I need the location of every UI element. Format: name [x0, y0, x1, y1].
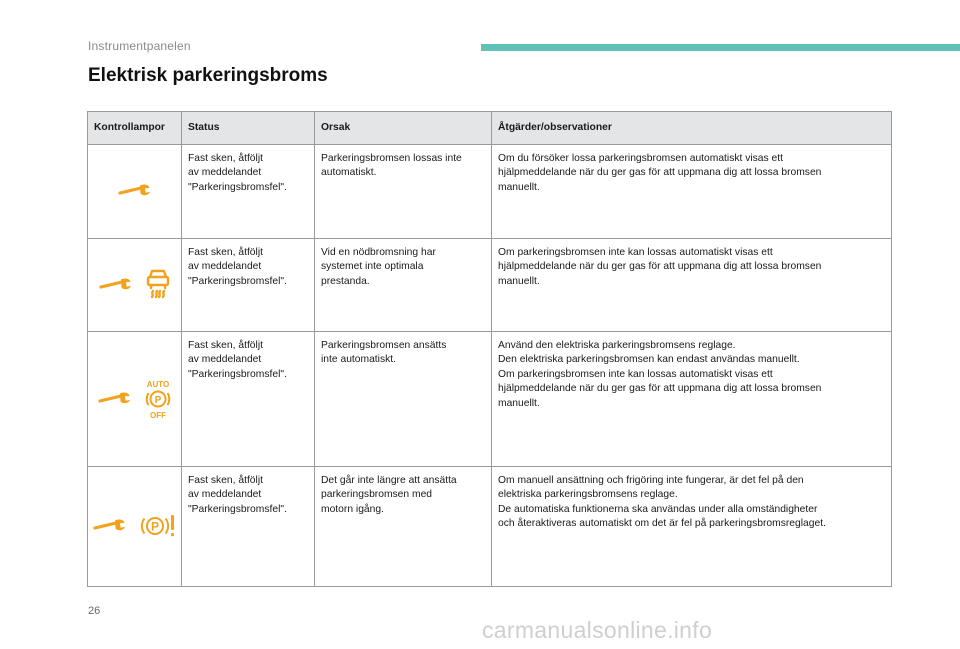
- table-row: [88, 238, 892, 331]
- lamp-cell: [88, 466, 182, 586]
- auto-p-off-icon: [144, 379, 172, 419]
- action-cell: [492, 238, 892, 331]
- action-line: Om parkeringsbromsen inte kan lossas automatiskt visas ett: [498, 246, 773, 258]
- action-cell: [492, 331, 892, 466]
- status-line: av meddelandet: [188, 354, 262, 365]
- action-line: Om manuell ansättning och frigöring inte fungerar, är det fel på den: [498, 474, 804, 486]
- cause-line: inte automatiskt.: [321, 354, 396, 365]
- p-label: P: [154, 394, 161, 406]
- action-line: hjälpmeddelande när du ger gas för att uppmana dig att lossa bromsen: [498, 167, 822, 178]
- action-line: manuellt.: [498, 397, 540, 409]
- table-header-row: [88, 112, 892, 145]
- status-line: "Parkeringsbromsfel".: [188, 368, 287, 380]
- action-line: De automatiska funktionerna ska användas under alla omständigheter: [498, 503, 818, 515]
- cause-line: parkeringsbromsen med: [321, 489, 433, 500]
- column-header-lamps: Kontrollampor: [88, 112, 182, 145]
- parking-brake-fault-icon: [139, 513, 177, 539]
- action-line: Om parkeringsbromsen inte kan lossas automatiskt visas ett: [498, 368, 773, 380]
- cause-line: Vid en nödbromsning har: [321, 246, 436, 258]
- status-cell: [182, 331, 315, 466]
- cause-line: Det går inte längre att ansätta: [321, 474, 457, 486]
- cause-line: automatiskt.: [321, 167, 377, 178]
- auto-label: AUTO: [146, 379, 169, 389]
- page-title: Elektrisk parkeringsbroms: [88, 65, 328, 86]
- table-row: [88, 466, 892, 586]
- service-wrench-icon: [93, 519, 127, 533]
- cause-cell: [315, 466, 492, 586]
- service-wrench-icon: [99, 278, 133, 292]
- cause-cell: [315, 331, 492, 466]
- action-line: och återaktiveras automatiskt om det är fel på parkeringsbromsreglaget.: [498, 518, 826, 529]
- page-number: 26: [88, 605, 101, 617]
- status-cell: [182, 144, 315, 238]
- cause-line: systemet inte optimala: [321, 261, 424, 272]
- action-line: elektriska parkeringsbromsens reglage.: [498, 489, 678, 500]
- service-wrench-icon: [98, 392, 132, 406]
- status-cell: [182, 238, 315, 331]
- action-line: manuellt.: [498, 181, 540, 193]
- skid-car-icon: [145, 268, 171, 302]
- status-line: "Parkeringsbromsfel".: [188, 181, 287, 193]
- lamp-cell: [88, 144, 182, 238]
- status-line: "Parkeringsbromsfel".: [188, 275, 287, 287]
- section-label: Instrumentpanelen: [88, 39, 191, 53]
- header-accent-bar: [481, 44, 960, 51]
- action-cell: [492, 144, 892, 238]
- cause-line: motorn igång.: [321, 503, 384, 515]
- watermark: carmanualsonline.info: [482, 617, 713, 643]
- status-line: Fast sken, åtföljt: [188, 152, 263, 164]
- cause-cell: [315, 144, 492, 238]
- action-line: hjälpmeddelande när du ger gas för att uppmana dig att lossa bromsen: [498, 383, 822, 394]
- status-line: av meddelandet: [188, 167, 262, 178]
- action-cell: [492, 466, 892, 586]
- cause-line: prestanda.: [321, 275, 370, 287]
- column-header-actions: Åtgärder/observationer: [492, 112, 892, 145]
- status-line: av meddelandet: [188, 261, 262, 272]
- column-header-status: Status: [182, 112, 315, 145]
- warning-lamp-table: [87, 111, 892, 587]
- table-row: [88, 144, 892, 238]
- cause-line: Parkeringsbromsen lossas inte: [321, 152, 462, 164]
- status-line: Fast sken, åtföljt: [188, 339, 263, 351]
- action-line: Om du försöker lossa parkeringsbromsen automatiskt visas ett: [498, 152, 783, 164]
- p-label: P: [150, 519, 159, 534]
- status-line: Fast sken, åtföljt: [188, 474, 263, 486]
- status-line: Fast sken, åtföljt: [188, 246, 263, 258]
- lamp-cell: [88, 238, 182, 331]
- action-line: hjälpmeddelande när du ger gas för att uppmana dig att lossa bromsen: [498, 261, 822, 272]
- status-line: "Parkeringsbromsfel".: [188, 503, 287, 515]
- cause-line: Parkeringsbromsen ansätts: [321, 339, 447, 351]
- column-header-cause: Orsak: [315, 112, 492, 145]
- off-label: OFF: [149, 410, 166, 419]
- service-wrench-icon: [118, 184, 152, 198]
- status-cell: [182, 466, 315, 586]
- status-line: av meddelandet: [188, 489, 262, 500]
- action-line: Den elektriska parkeringsbromsen kan endast användas manuellt.: [498, 354, 800, 365]
- lamp-cell: [88, 331, 182, 466]
- table-row: [88, 331, 892, 466]
- action-line: Använd den elektriska parkeringsbromsens reglage.: [498, 339, 736, 351]
- cause-cell: [315, 238, 492, 331]
- action-line: manuellt.: [498, 275, 540, 287]
